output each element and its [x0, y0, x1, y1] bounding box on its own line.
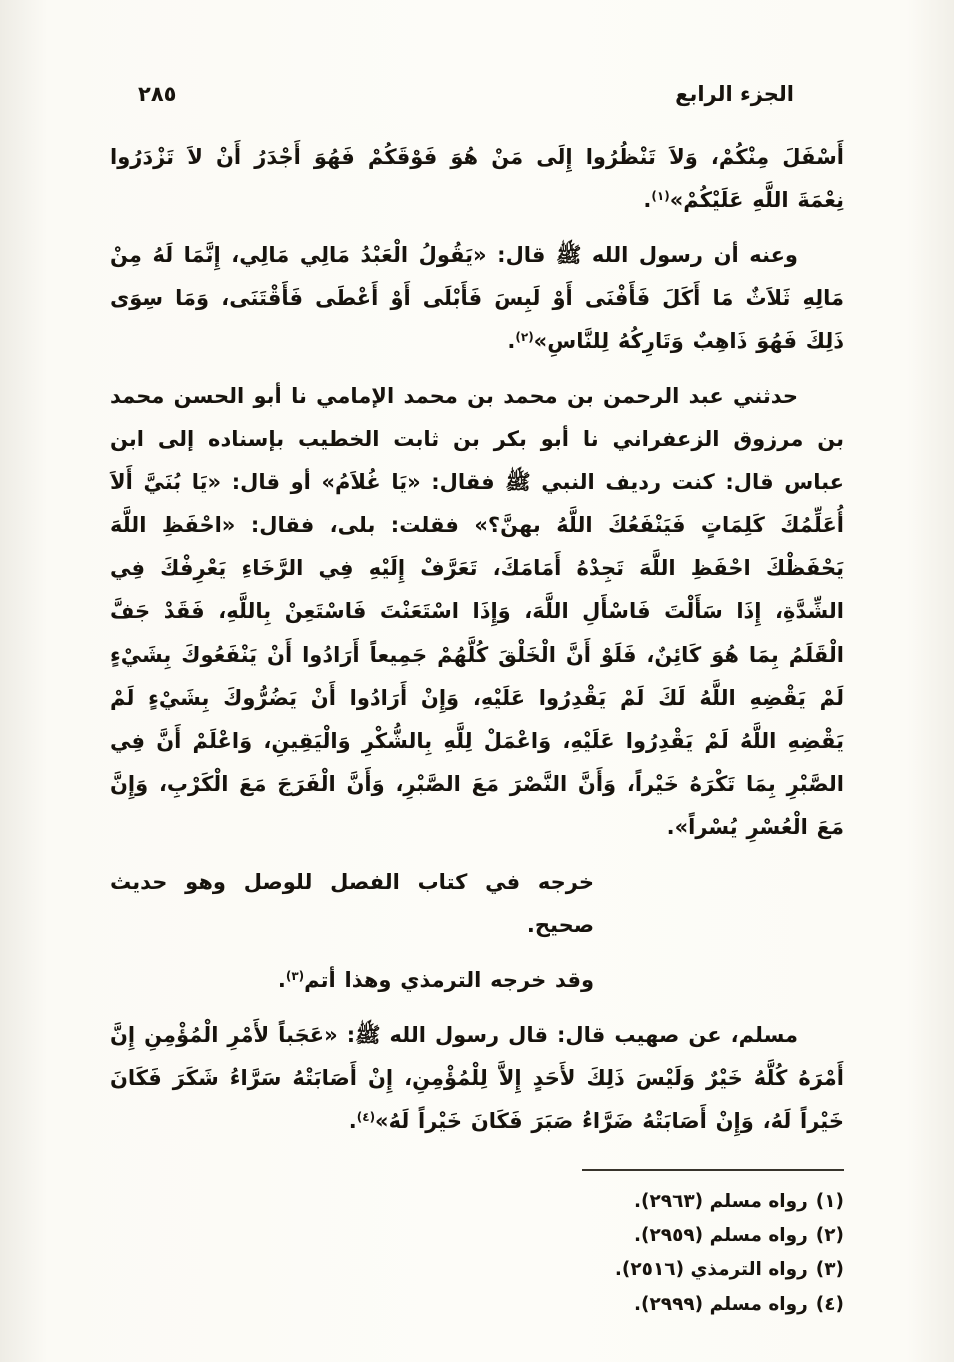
footnote-text: رواه مسلم (٢٩٥٩).: [634, 1225, 808, 1247]
sentence-period: .: [277, 967, 286, 992]
footnote-ref-1: (١): [651, 189, 670, 204]
volume-title: الجزء الرابع: [675, 82, 794, 106]
footnote-separator-rule: [582, 1169, 844, 1171]
footnote-ref-2: (٢): [515, 330, 534, 345]
sentence-period: .: [643, 188, 652, 213]
sentence-period: .: [348, 1108, 357, 1133]
paragraph-hadith-ibn-abbas: [110, 375, 844, 849]
footnotes-section: [110, 1169, 844, 1322]
paragraph-text: وعنه أن رسول الله ﷺ قال: «يَقُولُ الْعَبْدُ مَالِي مَالِي، إِنَّمَا لَهُ مِنْ مَالِهِ ثَلاَثٌ مَا أَكَلَ فَأَفْنَى أَوْ لَبِسَ فَأَبْلَى أَوْ أَعْطَى فَأَقْتَنَى، وَمَا سِوَى ذَلِكَ فَهُوَ ذَاهِبٌ وَتَارِكُهُ لِلنَّاسِ»: [110, 243, 844, 354]
footnote-ref-3: (٣): [285, 968, 305, 983]
footnote-marker: (٣): [815, 1259, 844, 1281]
footnote-1: [110, 1185, 844, 1219]
footnote-3: [110, 1253, 844, 1287]
footnote-4: [110, 1288, 844, 1322]
footnote-2: [110, 1219, 844, 1253]
sentence-period: .: [666, 814, 675, 839]
page-body: [110, 136, 844, 1143]
sentence-period: .: [507, 329, 516, 354]
paragraph-hadith-mali: [110, 234, 844, 363]
footnote-marker: (٤): [815, 1293, 844, 1315]
paragraph-text: أَسْفَلَ مِنْكُمْ، وَلاَ تَنْظُرُوا إِلَى مَنْ هُوَ فَوْقَكُمْ فَهُوَ أَجْدَرُ أَنْ لاَ تَزْدَرُوا نِعْمَةَ اللَّهِ عَلَيْكُمْ»: [110, 145, 844, 213]
page-number: ٢٨٥: [138, 82, 177, 106]
footnote-marker: (١): [815, 1191, 844, 1213]
paragraph-hadith-suhayb: [110, 1014, 844, 1143]
footnote-marker: (٢): [815, 1225, 844, 1247]
paragraph-text: حدثني عبد الرحمن بن محمد بن محمد الإمامي نا أبو الحسن محمد بن مرزوق الزعفراني نا أبو بكر بن ثابت الخطيب بإسناده إلى ابن عباس قال: كنت رديف النبي ﷺ فقال: «يَا غُلاَمُ» أو قال: «يَا بُنَيَّ أَلاَ أُعَلِّمُكَ كَلِمَاتٍ فَيَنْفَعُكَ اللَّهُ بهنَّ؟» فقلت: بلى، فقال: «احْفَظِ اللَّهَ يَحْفَظْكَ احْفَظِ اللَّهَ تَجِدْهُ أَمَامَكَ، تَعَرَّفْ إِلَيْهِ فِي الرَّخَاءِ يَعْرِفْكَ فِي الشِّدَّةِ، إِذَا سَأَلْتَ فَاسْأَلِ اللَّهَ، وَإِذَا اسْتَعَنْتَ فَاسْتَعِنْ بِاللَّهِ، فَقَدْ جَفَّ الْقَلَمُ بِمَا هُوَ كَائِنٌ، فَلَوْ أَنَّ الْخَلْقَ كُلَّهُمْ جَمِيعاً أَرَادُوا أَنْ يَنْفَعُوكَ بِشَيْءٍ لَمْ يَقْضِهِ اللَّهُ لَكَ لَمْ يَقْدِرُوا عَلَيْهِ، وَإِنْ أَرَادُوا أَنْ يَضُرُّوكَ بِشَيْءٍ لَمْ يَقْضِهِ اللَّهُ لَمْ يَقْدِرُوا عَلَيْهِ، وَاعْمَلْ لِلَّهِ بِالشُّكْرِ وَالْيَقِينِ، وَاعْلَمْ أَنَّ فِي الصَّبْرِ بِمَا تَكْرَهُ خَيْراً، وَأَنَّ النَّصْرَ مَعَ الصَّبْرِ، وَأَنَّ الْفَرَجَ مَعَ الْكَرْبِ، وَإِنَّ مَعَ الْعُسْرِ يُسْراً»: [110, 384, 844, 839]
paragraph-continuation: [110, 136, 844, 222]
paragraph-text: مسلم، عن صهيب قال: قال رسول الله ﷺ: «عَجَباً لأَمْرِ الْمُؤْمِنِ إِنَّ أَمْرَهُ كُلَّهُ خَيْرٌ وَلَيْسَ ذَلِكَ لأَحَدٍ إِلاَّ لِلْمُؤْمِنِ، إِنْ أَصَابَتْهُ سَرَّاءُ شَكَرَ فَكَانَ خَيْراً لَهُ، وَإِنْ أَصَابَتْهُ ضَرَّاءُ صَبَرَ فَكَانَ خَيْراً لَهُ»: [110, 1022, 844, 1133]
paragraph-source-note-1: [110, 861, 594, 947]
sentence-period: .: [526, 912, 535, 937]
footnote-text: رواه مسلم (٢٩٦٣).: [634, 1191, 808, 1213]
page-header: [110, 82, 844, 106]
paragraph-source-note-2: [110, 959, 594, 1002]
paragraph-text: خرجه في كتاب الفصل للوصل وهو حديث صحيح: [110, 869, 594, 937]
footnote-ref-4: (٤): [356, 1109, 376, 1124]
footnote-text: رواه مسلم (٢٩٩٩).: [634, 1293, 808, 1315]
footnote-text: رواه الترمذي (٢٥١٦).: [614, 1259, 808, 1281]
paragraph-text: وقد خرجه الترمذي وهذا أتم: [304, 967, 594, 992]
